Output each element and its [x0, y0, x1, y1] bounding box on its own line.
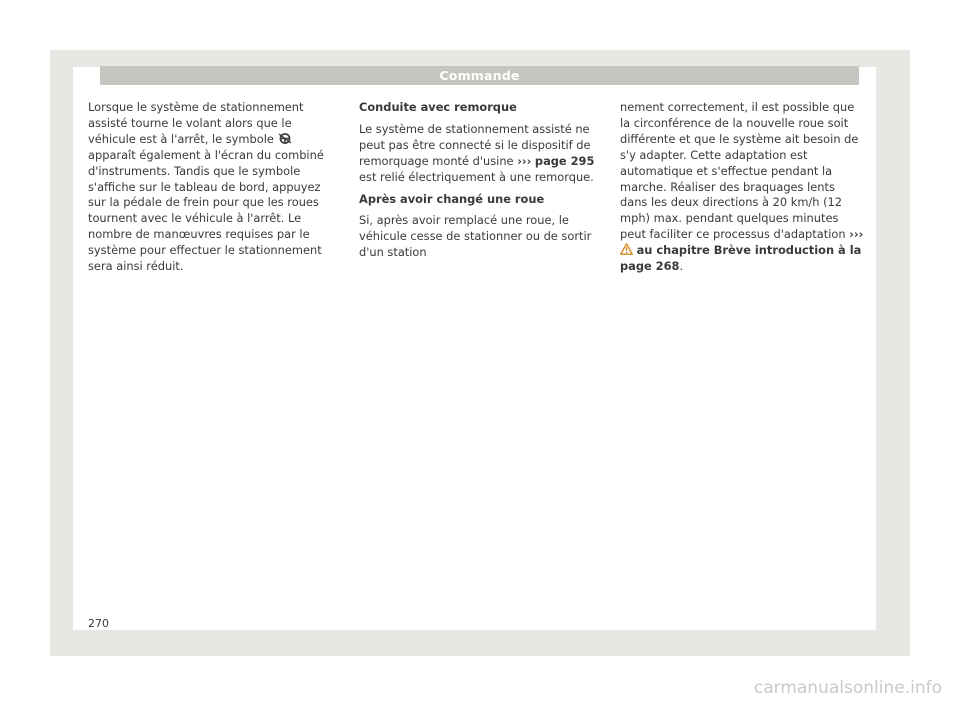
cross-ref-arrow: ›››	[517, 153, 532, 168]
section-header	[100, 66, 859, 85]
cross-ref-arrow: ›››	[849, 227, 864, 242]
section-title: Commande	[439, 68, 520, 83]
page-link-295[interactable]: page 295	[534, 153, 595, 168]
column-3	[620, 100, 865, 281]
page-number: 270	[88, 617, 109, 630]
paragraph-trailer: Le système de stationnement assisté ne peut pas être connecté si le dispositif de remorquage monté d'usine ››› page 295 est relié électriquement à une remorque.	[359, 121, 595, 184]
chapter-link-268[interactable]: au chapitre Brève introduction à la page 268	[620, 243, 862, 274]
paragraph-parking-steering: Lorsque le système de stationnement assisté tourne le volant alors que le véhicule est à l'arrêt, le symbole apparaît également à l'écran du combiné d'instruments. Tandis que le symbole s'affiche sur le tableau de bord, appuyez sur la pédale de frein pour que les roues tournent avec le véhicule à l'arrêt. Le nombre de manœuvres requises par le système pour effectuer le stationnement sera ainsi réduit.	[88, 100, 324, 274]
column-2	[359, 100, 609, 267]
paragraph-adaptation: nement correctement, il est possible que la circonférence de la nouvelle roue soit différente et que le système ait besoin de s'y adapter. Cette adaptation est automatique et s'effectue pendant la marche. Réaliser des braquages lents dans les deux directions à 20 km/h (12 mph) max. pendant quelques minutes peut faciliter ce processus d'adaptation ››› au chapitre Brève introduction à la page 268.	[620, 100, 864, 274]
steering-assist-icon	[278, 133, 292, 144]
watermark-text: carmanualsonline.info	[753, 678, 942, 698]
heading-trailer: Conduite avec remorque	[359, 100, 517, 114]
heading-wheel-change: Après avoir changé une roue	[359, 191, 545, 206]
warning-icon	[620, 243, 633, 255]
column-1	[88, 100, 338, 281]
paragraph-wheel-change: Si, après avoir remplacé une roue, le véhicule cesse de stationner ou de sortir d'un station	[359, 213, 592, 260]
